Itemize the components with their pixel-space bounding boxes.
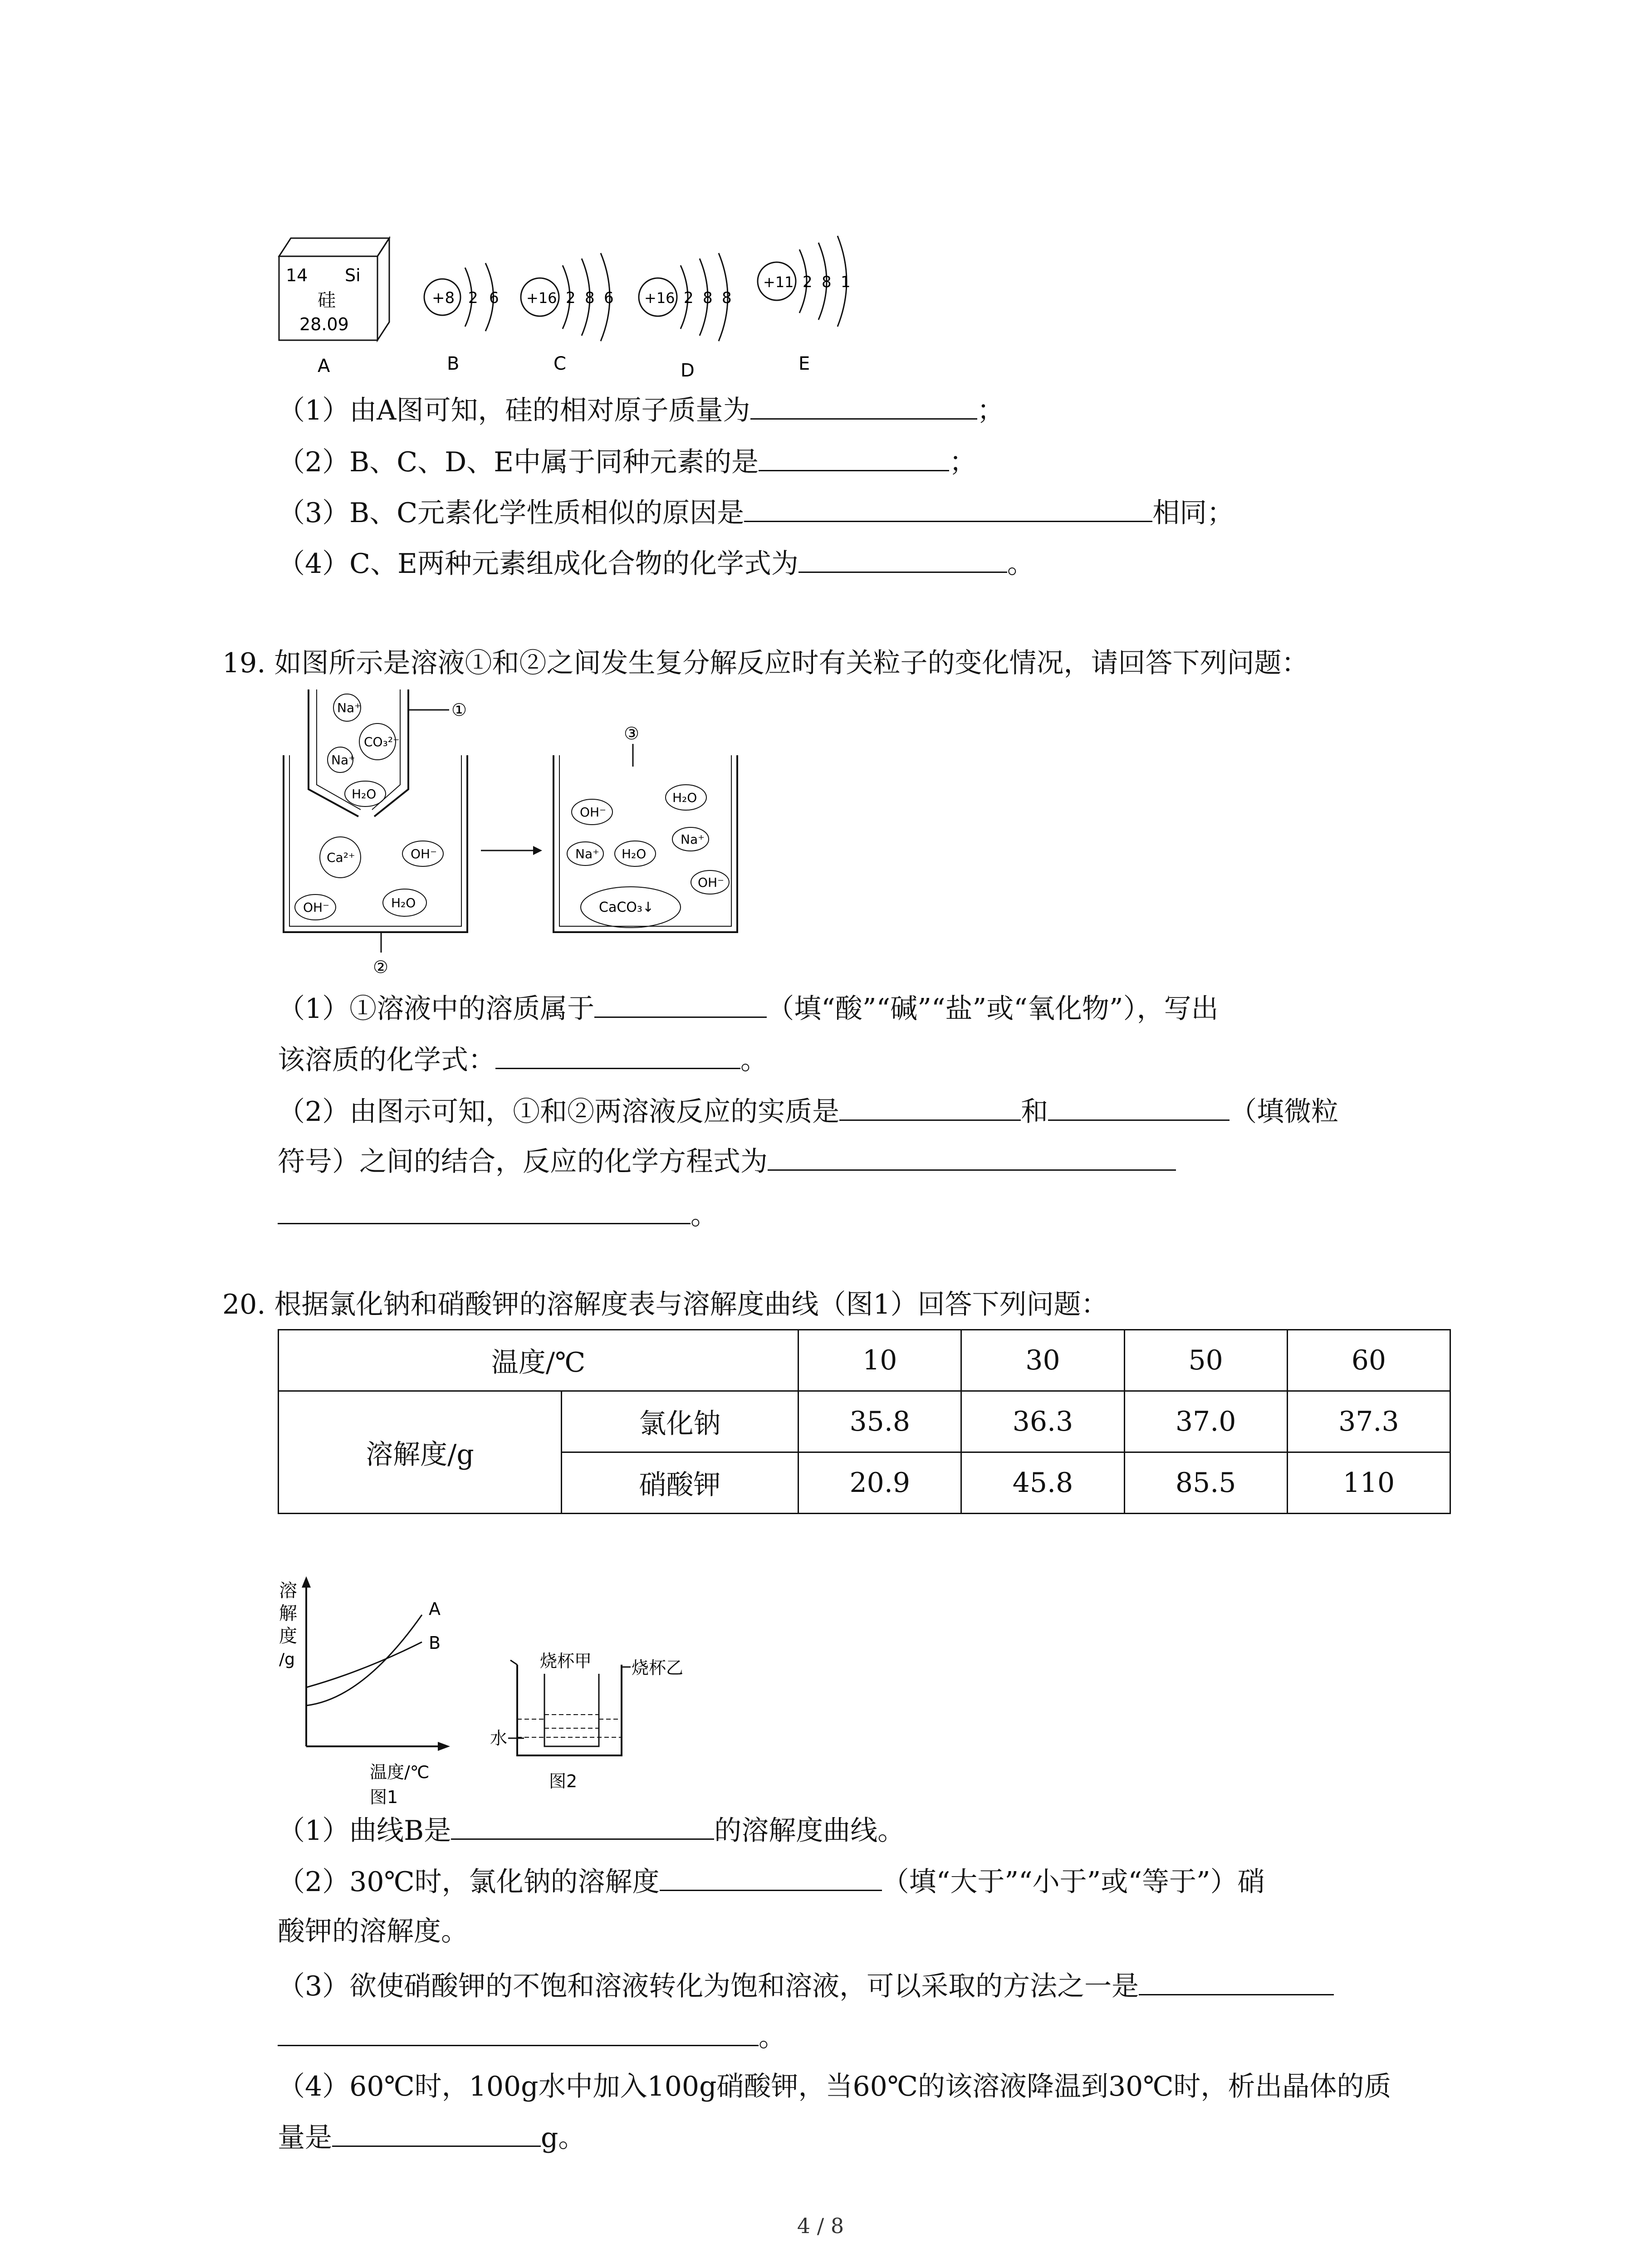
solubility-table <box>278 1329 1451 1514</box>
reaction-arrow <box>481 846 542 855</box>
svg-text:CaCO₃↓: CaCO₃↓ <box>599 899 654 915</box>
svg-text:2: 2 <box>684 289 694 307</box>
atom-d <box>639 253 732 381</box>
answer-blank[interactable] <box>451 1812 714 1840</box>
page-number: 4 / 8 <box>797 2214 844 2238</box>
svg-text:Na⁺: Na⁺ <box>337 700 361 715</box>
atom-d-label: D <box>681 360 695 381</box>
atom-structure-figure <box>272 213 907 395</box>
temp-header: 温度/℃ <box>279 1330 798 1391</box>
q20-line-3b: 。 <box>278 2019 786 2055</box>
q20-line-2b: 酸钾的溶解度。 <box>278 1916 468 1947</box>
curve-y-label <box>279 1580 297 1669</box>
svg-text:Ca²⁺: Ca²⁺ <box>327 850 355 865</box>
marker-1: ① <box>451 700 467 720</box>
svg-text:Na⁺: Na⁺ <box>681 832 705 847</box>
element-mass: 28.09 <box>299 314 349 334</box>
svg-text:CO₃²⁻: CO₃²⁻ <box>364 734 400 749</box>
q18-line-1: （1）由A图可知，硅的相对原子质量为 ； <box>278 392 1004 429</box>
beaker-figure <box>490 1647 744 1819</box>
svg-text:8: 8 <box>722 289 732 307</box>
answer-blank[interactable] <box>1048 1093 1230 1121</box>
svg-text:8: 8 <box>703 289 713 307</box>
marker-2: ② <box>373 957 389 977</box>
element-box-silicon <box>279 238 389 376</box>
box-label-a: A <box>318 356 330 376</box>
q18-line-3: （3）B、C元素化学性质相似的原因是 相同； <box>278 494 1234 531</box>
answer-blank[interactable] <box>798 545 1007 573</box>
label-water: 水 <box>490 1728 508 1748</box>
q19-line-2a: （2）由图示可知，①和②两溶液反应的实质是 和 （填微粒 <box>278 1093 1338 1130</box>
svg-text:OH⁻: OH⁻ <box>580 805 606 820</box>
svg-text:6: 6 <box>604 289 614 307</box>
atom-b-label: B <box>447 353 460 374</box>
label-beaker-jia: 烧杯甲 <box>540 1651 592 1671</box>
atom-e-label: E <box>798 353 810 374</box>
answer-blank[interactable] <box>278 2019 759 2046</box>
atom-d-nucleus: +16 <box>644 289 675 307</box>
svg-text:2: 2 <box>468 289 478 307</box>
svg-text:OH⁻: OH⁻ <box>303 900 329 915</box>
q19-line-1b: 该溶质的化学式： 。 <box>278 1041 768 1078</box>
solubility-header: 溶解度/g <box>279 1391 562 1514</box>
solubility-curve-figure <box>272 1574 476 1819</box>
q20-line-2a: （2）30℃时，氯化钠的溶解度 （填“大于”“小于”或“等于”）硝 <box>278 1863 1265 1900</box>
q20-stem: 20. 根据氯化钠和硝酸钾的溶解度表与溶解度曲线（图1）回答下列问题： <box>222 1289 1108 1320</box>
svg-text:H₂O: H₂O <box>391 895 416 910</box>
answer-blank[interactable] <box>768 1143 1176 1171</box>
answer-blank[interactable] <box>1139 1968 1334 1995</box>
answer-blank[interactable] <box>495 1041 740 1069</box>
marker-3: ③ <box>624 723 640 743</box>
atom-c-label: C <box>554 353 566 374</box>
answer-blank[interactable] <box>278 1197 691 1224</box>
q19-stem: 19. 如图所示是溶液①和②之间发生复分解反应时有关粒子的变化情况，请回答下列问题： <box>222 647 1309 679</box>
curve-b-label: B <box>429 1633 441 1653</box>
element-name: 硅 <box>318 290 336 311</box>
atom-b <box>424 263 499 374</box>
svg-text:Na⁺: Na⁺ <box>331 753 355 767</box>
svg-text:溶: 溶 <box>279 1580 297 1601</box>
table-row: 硝酸钾 20.9 45.8 85.5 110 <box>279 1452 1450 1514</box>
atom-b-nucleus: +8 <box>432 289 455 307</box>
svg-text:解: 解 <box>279 1603 297 1624</box>
left-beaker <box>284 689 467 977</box>
fig2-caption: 图2 <box>549 1771 578 1791</box>
curve-a <box>306 1615 422 1706</box>
svg-text:H₂O: H₂O <box>622 846 647 861</box>
answer-blank[interactable] <box>594 990 767 1018</box>
svg-text:6: 6 <box>489 289 499 307</box>
svg-text:8: 8 <box>822 273 832 291</box>
answer-blank[interactable] <box>759 444 949 471</box>
fig1-caption: 图1 <box>370 1787 398 1807</box>
table-row: 溶解度/g 氯化钠 35.8 36.3 37.0 37.3 <box>279 1391 1450 1452</box>
svg-text:Na⁺: Na⁺ <box>575 846 599 861</box>
atom-e-nucleus: +11 <box>763 274 794 291</box>
q19-line-2c: 。 <box>278 1197 718 1233</box>
svg-text:8: 8 <box>585 289 595 307</box>
svg-text:2: 2 <box>566 289 576 307</box>
q20-line-3a: （3）欲使硝酸钾的不饱和溶液转化为饱和溶液，可以采取的方法之一是 <box>278 1968 1334 2004</box>
curve-x-label: 温度/℃ <box>370 1762 430 1782</box>
svg-text:H₂O: H₂O <box>672 790 697 805</box>
curve-a-label: A <box>429 1599 441 1619</box>
curve-b <box>306 1642 422 1687</box>
svg-text:H₂O: H₂O <box>352 787 377 802</box>
right-beaker <box>554 723 737 932</box>
reaction-figure <box>272 680 771 980</box>
q18-line-2: （2）B、C、D、E中属于同种元素的是 ； <box>278 444 976 480</box>
q20-line-4b: 量是 g。 <box>278 2119 585 2156</box>
answer-blank[interactable] <box>839 1093 1021 1121</box>
q20-line-1: （1）曲线B是 的溶解度曲线。 <box>278 1812 905 1849</box>
atom-c <box>521 253 614 374</box>
answer-blank[interactable] <box>332 2119 541 2147</box>
svg-text:1: 1 <box>841 273 851 291</box>
label-beaker-yi: 烧杯乙 <box>632 1658 684 1678</box>
atom-c-nucleus: +16 <box>526 289 557 307</box>
atom-e <box>758 236 851 374</box>
svg-text:OH⁻: OH⁻ <box>411 846 437 861</box>
svg-text:2: 2 <box>803 273 813 291</box>
answer-blank[interactable] <box>750 392 977 420</box>
svg-text:度: 度 <box>279 1626 297 1647</box>
answer-blank[interactable] <box>660 1863 882 1891</box>
q20-line-4a: （4）60℃时，100g水中加入100g硝酸钾，当60℃的该溶液降温到30℃时，析出晶体的质 <box>278 2071 1391 2102</box>
table-row: 温度/℃ 10 30 50 60 <box>279 1330 1450 1391</box>
q19-line-2b: 符号）之间的结合，反应的化学方程式为 <box>278 1143 1176 1180</box>
svg-text:/g: /g <box>279 1650 295 1669</box>
q18-line-4: （4）C、E两种元素组成化合物的化学式为 。 <box>278 545 1034 582</box>
svg-text:OH⁻: OH⁻ <box>698 875 724 890</box>
q19-line-1a: （1）①溶液中的溶质属于 （填“酸”“碱”“盐”或“氧化物”），写出 <box>278 990 1219 1027</box>
element-symbol: Si <box>345 265 361 285</box>
element-number: 14 <box>286 265 308 285</box>
answer-blank[interactable] <box>744 494 1152 522</box>
